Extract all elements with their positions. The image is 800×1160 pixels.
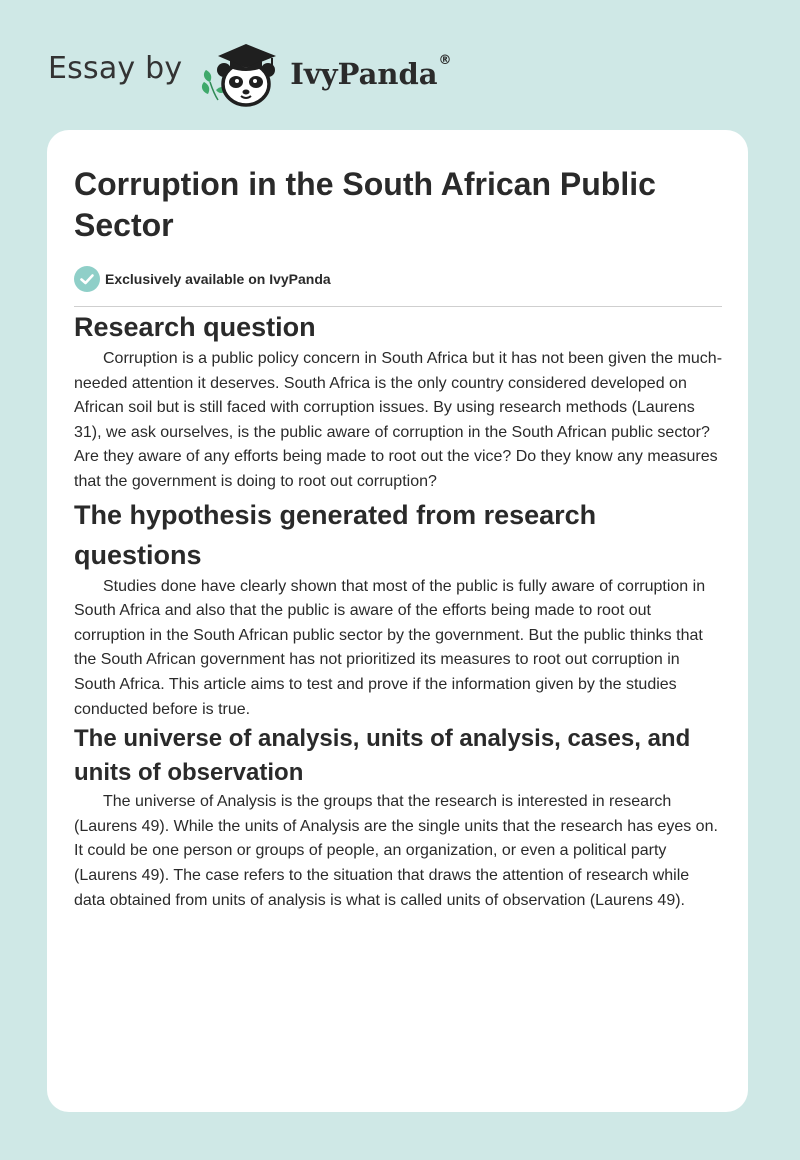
exclusive-badge — [74, 266, 722, 292]
ivypanda-logo-icon[interactable] — [196, 36, 286, 108]
essay-content — [74, 130, 722, 913]
essay-by-label: Essay by — [48, 50, 183, 86]
registered-mark: ® — [438, 52, 452, 68]
section-heading: The universe of analysis, units of analysis, cases, and units of observation — [74, 725, 691, 787]
section-paragraph: Studies done have clearly shown that most of the public is fully aware of corruption in South Africa and also that the public is aware of the efforts being made to root out corruption in the South African public sector by the government. But the public thinks that the South African government has not prioritized its measures to root out corruption in South Africa. This article aims to test and prove if the information given by the studies conducted before is true. — [74, 577, 706, 718]
check-circle-icon — [74, 266, 100, 292]
site-header — [48, 36, 452, 108]
section-paragraph: The universe of Analysis is the groups that the research is interested in research (Laurens 49). While the units of Analysis are the single units that the research has eyes on. It could be one person or groups of people, an organization, or even a political party (Laurens 49). The case refers to the situation that draws the attention of research while data obtained from units of analysis is what is called units of observation (Laurens 49). — [74, 793, 718, 909]
essay-title: Corruption in the South African Public Sector — [74, 166, 656, 243]
section-hypothesis — [74, 495, 722, 723]
badge-label: Exclusively available on IvyPanda — [105, 271, 331, 287]
essay-card — [47, 130, 748, 1112]
section-heading: Research question — [74, 312, 316, 342]
section-heading: The hypothesis generated from research questions — [74, 499, 597, 570]
ivypanda-brand-name[interactable]: IvyPanda — [290, 57, 438, 91]
section-paragraph: Corruption is a public policy concern in South Africa but it has not been given the much-needed attention it deserves. South Africa is the only country considered developed on African soil but is still faced with corruption issues. By using research methods (Laurens 31), we ask ourselves, is the public aware of corruption in the South African public sector? Are they aware of any efforts being made to root out the vice? Do they know any measures that the government is doing to root out corruption? — [74, 350, 723, 490]
section-research-question — [74, 307, 722, 495]
section-universe-of-analysis — [74, 722, 722, 913]
